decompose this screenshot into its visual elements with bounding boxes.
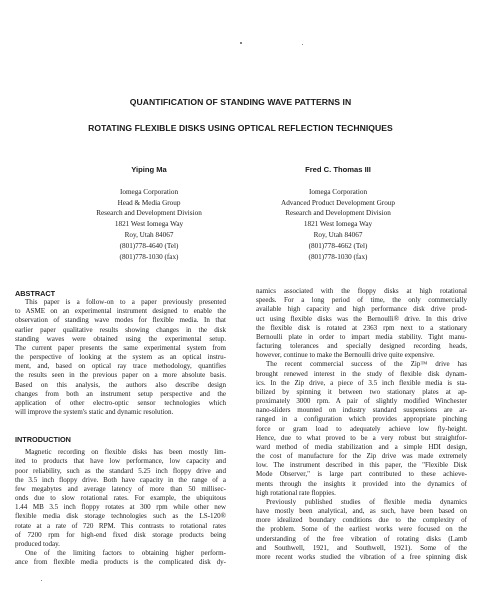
text-line: the perspective of looking at the system as an optical instru- [15,353,226,362]
right-paragraph-2 [256,360,467,498]
text-line: will improve the system's static and dynamic resolution. [15,408,174,417]
text-line: the problem. Some of the earliest works were focused on the [256,525,467,534]
text-line: ance from flexible media products is the complicated disk dy- [15,558,226,567]
author-affiliation-line: Advanced Product Development Group [281,198,395,207]
text-line: to ASME on an experimental instrument designed to enable the [15,307,226,316]
text-line: observation of standing wave modes for flexible media. In that [15,316,226,325]
paper-title-line-1: QUANTIFICATION OF STANDING WAVE PATTERNS IN [129,97,352,107]
introduction-paragraph-2 [15,549,226,567]
author-affiliation-line: (801)778-4662 (Tel) [308,241,368,250]
author-affiliation-line: Iomega Corporation [119,187,179,196]
text-line: uct using flexible disks was the Bernoulli® drive. In this drive [256,314,467,323]
text-line: have mostly been analytical, and, as such, have been based on [256,507,467,516]
author-affiliation [238,187,438,263]
text-line: changes from both an instrument setup perspective and the [15,389,226,398]
text-line: Bernoulli plate in order to impart media stability. Tight manu- [256,332,467,341]
abstract-heading: ABSTRACT [15,289,56,298]
text-line: understanding of the free vibration of rotating disks (Lamb [256,534,467,543]
text-line: earlier paper qualitative results showing changes in the disk [15,325,226,334]
text-line: the results seen in the previous paper on a more absolute basis. [15,371,226,380]
text-line: flexible media disk storage technologies such as the LS-120® [15,512,226,521]
text-line: the cost of manufacture for the Zip drive was made extremely [256,452,467,461]
text-line: speeds. For a long period of time, the only commercially [256,296,467,305]
paper-title-line-2: ROTATING FLEXIBLE DISKS USING OPTICAL REFLECTION TECHNIQUES [88,123,393,133]
text-line: Hence, due to what proved to be a very robust but straightfor- [256,433,467,442]
text-line: Based on this analysis, the authors also describe design [15,380,226,389]
scan-speck [240,42,242,44]
scan-speck [302,44,303,45]
text-line: Mode Observer," is large part contributed to these achieve- [256,470,467,479]
text-line: standing waves were obtained using the experimental setup. [15,334,226,343]
text-line: ments through the insights it provided into the dynamics of [256,479,467,488]
text-line: onds due to slow rotational rates. For example, the ubiquitous [15,494,226,503]
text-line: ited to products that have low performance, low capacity and [15,457,226,466]
introduction-heading: INTRODUCTION [15,435,71,445]
text-line: more idealized boundary conditions due to the complexity of [256,516,467,525]
text-line: One of the limiting factors to obtaining higher perform- [25,549,226,558]
right-paragraph-3 [256,498,467,562]
text-line: The current paper presents the same experimental system from [15,343,226,352]
author-affiliation-line: Iomega Corporation [308,187,368,196]
right-column [256,287,467,562]
text-line: of 7200 rpm for high-end fixed disk storage products being [15,530,226,539]
introduction-paragraph-1 [15,448,226,549]
text-line: and Southwell, 1921, and Southwell, 1921). Some of the [256,543,467,552]
author-affiliation-line: (801)778-1030 (fax) [308,252,368,261]
author-affiliation-line: Head & Media Group [117,198,181,207]
text-line: low. The instrument described in this paper, the "Flexible Disk [256,461,467,470]
text-line: force or gram load to adequately achieve low fly-height. [256,424,467,433]
text-line: namics associated with the floppy disks at high rotational [256,287,467,295]
author-block-thomas [238,165,438,262]
text-line: rotate at a rate of 720 RPM. This contrasts to rotational rates [15,521,226,530]
text-line: available high capacity and high performance disk drive prod- [256,305,467,314]
text-line: ment, and, based on optical ray trace methodology, quantifies [15,362,226,371]
text-line: ics. In the Zip drive, a piece of 3.5 inch flexible media is sta- [256,378,467,387]
text-line: bilized by spinning it between two stationary plates at ap- [256,387,467,396]
text-line: ward method of media stabilization and a simple HDI design, [256,442,467,451]
text-line: application of other electro-optic sensor technologies which [15,398,226,407]
author-affiliation-line: 1821 West Iomega Way [303,220,373,229]
text-line: Magnetic recording on flexible disks has been mostly lim- [25,448,226,457]
author-affiliation-line: 1821 West Iomega Way [114,220,184,229]
text-line: brought renewed interest in the study of flexible disk dynam- [256,369,467,378]
author-affiliation-line: Research and Development Division [285,209,391,218]
abstract-body [15,298,226,417]
author-affiliation-line: Roy, Utah 84067 [313,230,363,239]
text-line: 1.44 MB 3.5 inch floppy rotates at 300 rpm while other new [15,503,226,512]
left-column [15,289,226,567]
text-line: however, continue to make the Bernoulli drive quite expensive. [256,351,435,360]
author-affiliation-line: (801)778-4640 (Tel) [119,241,179,250]
text-line: produced today. [15,539,60,548]
author-affiliation-line: (801)778-1030 (fax) [119,252,179,261]
author-affiliation [49,187,249,263]
scan-speck [41,580,42,581]
text-line: proximately 3000 rpm. A pair of slightly modified Winchester [256,397,467,406]
right-paragraph-1 [256,287,467,360]
author-name: Fred C. Thomas III [305,165,371,174]
author-affiliation-line: Research and Development Division [96,209,202,218]
text-line: Previously published studies of flexible media dynamics [266,497,467,506]
text-line: facturing tolerances and specially designed recording heads, [256,342,467,351]
author-affiliation-line: Roy, Utah 84067 [124,230,174,239]
text-line: The recent commercial success of the Zip™ drive has [266,360,467,369]
text-line: high rotational rate floppies. [256,488,336,497]
text-line: ranged in a configuration which provides appropriate pinching [256,415,467,424]
author-name: Yiping Ma [131,165,167,174]
text-line: few megabytes and average latency of more than 50 millisec- [15,484,226,493]
text-line: the flexible disk is rotated at 2363 rpm next to a stationary [256,323,467,332]
author-block-ma [49,165,249,262]
text-line: more recent works studied the vibration of a free spinning disk [256,552,467,561]
text-line: This paper is a follow-on to a paper previously presented [25,298,226,306]
text-line: poor reliability, such as the standard 5.25 inch floppy drive and [15,466,226,475]
text-line: nano-sliders mounted on industry standard suspensions are ar- [256,406,467,415]
text-line: the 3.5 inch floppy drive. Both have capacity in the range of a [15,475,226,484]
